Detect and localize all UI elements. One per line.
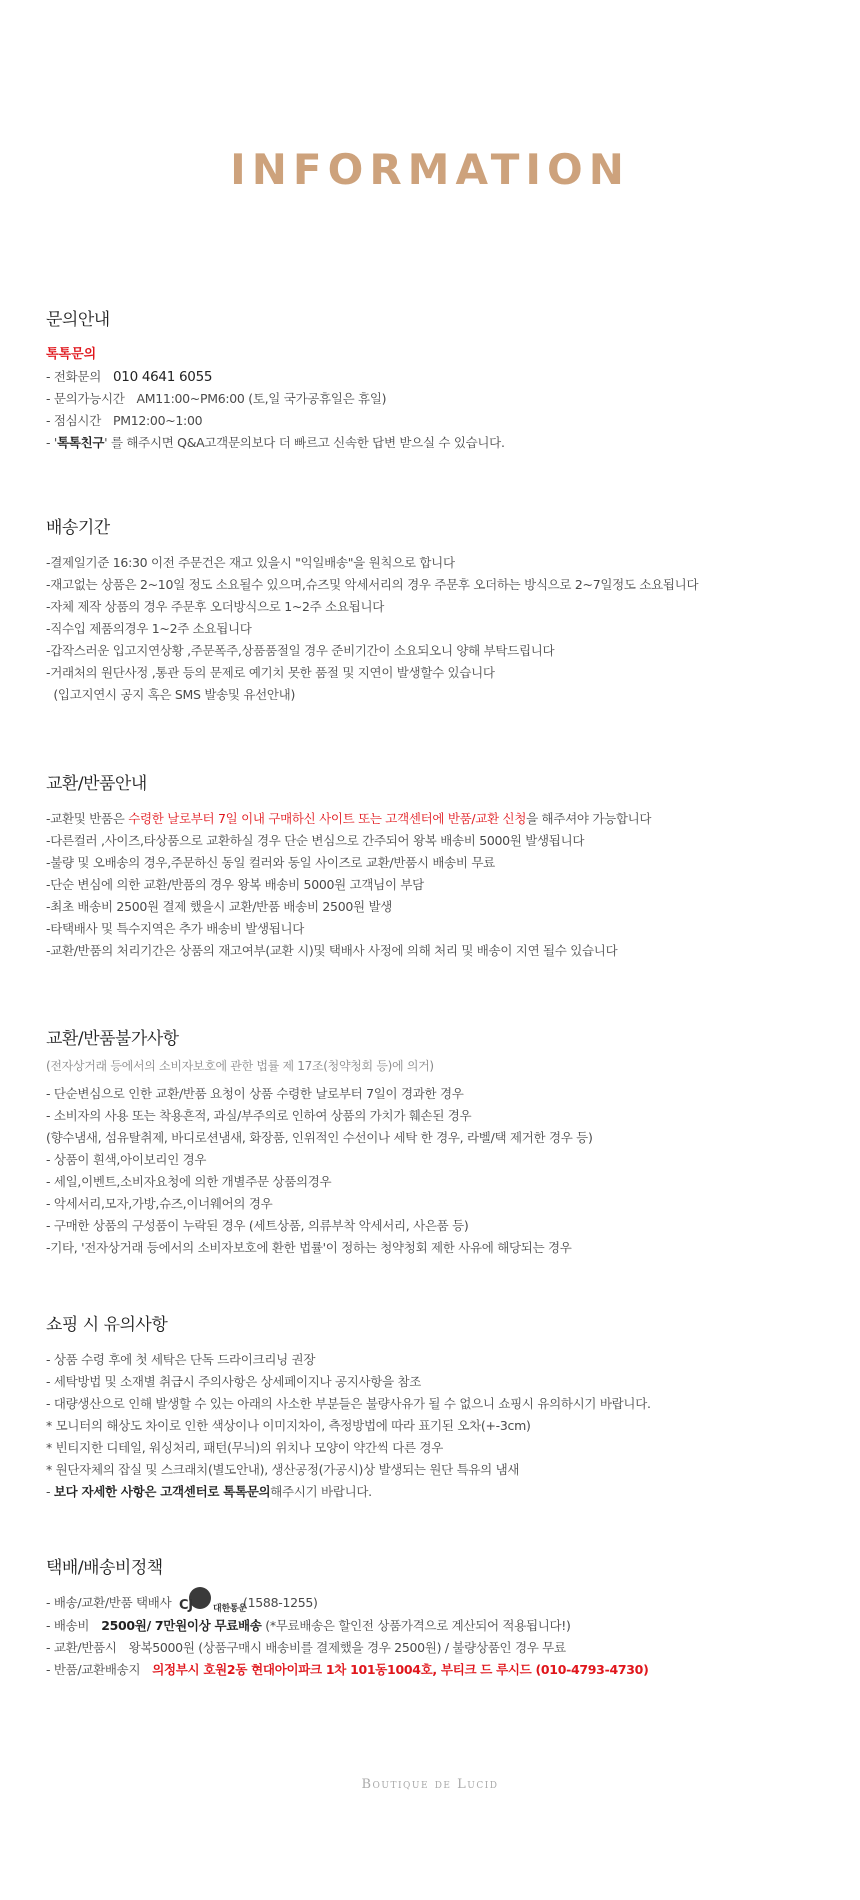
- page-title: INFORMATION: [230, 145, 630, 194]
- list-item: (향수냄새, 섬유탈취제, 바디로션냄새, 화장품, 인위적인 수선이나 세탁 한 경우, 라벨/택 제거한 경우 등): [46, 1130, 593, 1145]
- list-item: - 상품이 흰색,아이보리인 경우: [46, 1152, 207, 1167]
- talk-friend-bold: 톡톡친구: [57, 435, 105, 450]
- phone-label: - 전화문의: [46, 369, 101, 384]
- list-item: - 세일,이벤트,소비자요청에 의한 개별주문 상품의경우: [46, 1174, 332, 1189]
- exchange-fee-label: - 교환/반품시: [46, 1639, 117, 1655]
- exchange-fee-line: [46, 1637, 836, 1659]
- exchange-first-suffix: 을 해주셔야 가능합니다: [526, 811, 652, 826]
- fee-note: (*무료배송은 할인전 상품가격으로 계산되어 적용됩니다!): [265, 1617, 571, 1633]
- return-address-line: [46, 1659, 836, 1681]
- no-return-section: [46, 1024, 836, 1259]
- lunch-line: [46, 410, 836, 432]
- talk-prefix: - ': [46, 435, 58, 450]
- return-address-label: - 반품/교환배송지: [46, 1661, 141, 1677]
- list-item: - 소비자의 사용 또는 착용흔적, 과실/부주의로 인하여 상품의 가치가 훼손된 경우: [46, 1108, 472, 1123]
- phone-line: [46, 366, 836, 388]
- exchange-first-line: [46, 808, 836, 830]
- talk-friend-line: [46, 432, 836, 454]
- shipping-section: [46, 513, 836, 706]
- list-item: -직수입 제품의경우 1~2주 소요됩니다: [46, 621, 252, 636]
- hours-line: [46, 388, 836, 410]
- list-item: -타택배사 및 특수지역은 추가 배송비 발생됩니다: [46, 921, 305, 936]
- caution-last-bold: 보다 자세한 사항은 고객센터로 톡톡문의: [53, 1484, 271, 1499]
- hours-value: AM11:00~PM6:00 (토,일 국가공휴일은 휴일): [136, 391, 387, 406]
- no-return-heading: 교환/반품불가사항: [46, 1029, 179, 1049]
- inquiry-heading: 문의안내: [46, 310, 110, 330]
- list-item: - 대량생산으로 인해 발생할 수 있는 아래의 사소한 부분들은 불량사유가 될 수 없으니 쇼핑시 유의하시기 바랍니다.: [46, 1396, 651, 1411]
- list-item: -교환/반품의 처리기간은 상품의 재고여부(교환 시)및 택배사 사정에 의해 처리 및 배송이 지연 될수 있습니다: [46, 943, 618, 958]
- delivery-heading: 택배/배송비정책: [46, 1558, 163, 1578]
- list-item: -결제일기준 16:30 이전 주문건은 재고 있을시 "익일배송"을 원칙으로 합니다: [46, 555, 455, 570]
- list-item: -거래처의 원단사정 ,통관 등의 문제로 예기치 못한 품절 및 지연이 발생할수 있습니다: [46, 665, 495, 680]
- fee-line: [46, 1615, 836, 1637]
- lunch-label: - 점심시간: [46, 413, 101, 428]
- list-item: * 모니터의 해상도 차이로 인한 색상이나 이미지차이, 측정방법에 따라 표기된 오차(+-3cm): [46, 1418, 531, 1433]
- brand-footer-logo: Boutique de Lucid: [361, 1777, 499, 1792]
- caution-heading: 쇼핑 시 유의사항: [46, 1315, 168, 1335]
- list-item: * 원단자체의 잡실 및 스크래치(별도안내), 생산공정(가공시)상 발생되는 원단 특유의 냄새: [46, 1462, 520, 1477]
- list-item: -불량 및 오배송의 경우,주문하신 동일 컬러와 동일 사이즈로 교환/반품시 배송비 무료: [46, 855, 495, 870]
- list-item: -다른컬러 ,사이즈,타상품으로 교환하실 경우 단순 변심으로 간주되어 왕복 배송비 5000원 발생됩니다: [46, 833, 585, 848]
- exchange-heading: 교환/반품안내: [46, 774, 147, 794]
- delivery-section: [46, 1553, 836, 1681]
- list-item: - 상품 수령 후에 첫 세탁은 단독 드라이크리닝 권장: [46, 1352, 316, 1367]
- talk-suffix: ' 를 해주시면 Q&A고객문의보다 더 빠르고 신속한 답변 받으실 수 있습니다.: [104, 435, 505, 450]
- fee-label: - 배송비: [46, 1617, 90, 1633]
- list-item: -기타, '전자상거래 등에서의 소비자보호에 환한 법률'이 정하는 청약청회 제한 사유에 해당되는 경우: [46, 1240, 572, 1255]
- list-item: -재고없는 상품은 2~10일 정도 소요될수 있으며,슈즈및 악세서리의 경우 주문후 오더하는 방식으로 2~7일정도 소요됩니다: [46, 577, 699, 592]
- list-item: -갑작스러운 입고지연상황 ,주문폭주,상품품절일 경우 준비기간이 소요되오니 양해 부탁드립니다: [46, 643, 555, 658]
- exchange-first-red: 수령한 날로부터 7일 이내 구매하신 사이트 또는 고객센터에 반품/교환 신청: [128, 811, 527, 826]
- talktalk-inquiry-label: 톡톡문의: [46, 347, 97, 362]
- cj-logo: [179, 1593, 247, 1615]
- exchange-first-prefix: -교환및 반품은: [46, 811, 129, 826]
- list-item: -자체 제작 상품의 경우 주문후 오더방식으로 1~2주 소요됩니다: [46, 599, 385, 614]
- list-item: - 세탁방법 및 소재별 취급시 주의사항은 상세페이지나 공지사항을 참조: [46, 1374, 422, 1389]
- list-item: (입고지연시 공지 혹은 SMS 발송및 유선안내): [46, 687, 296, 702]
- list-item: * 빈티지한 디테일, 워싱처리, 패턴(무늬)의 위치나 모양이 약간씩 다른 경우: [46, 1440, 443, 1455]
- list-item: - 악세서리,모자,가방,슈즈,이너웨어의 경우: [46, 1196, 273, 1211]
- caution-last-line: [46, 1481, 836, 1503]
- phone-value: 010 4641 6055: [112, 369, 213, 385]
- courier-label: - 배송/교환/반품 택배사: [46, 1595, 172, 1610]
- no-return-law-note: (전자상거래 등에서의 소비자보호에 관한 법률 제 17조(청약청회 등)에 의거): [46, 1059, 434, 1073]
- courier-line: [46, 1592, 836, 1615]
- list-item: - 단순변심으로 인한 교환/반품 요청이 상품 수령한 날로부터 7일이 경과한 경우: [46, 1086, 464, 1101]
- courier-phone: (1588-1255): [243, 1595, 318, 1610]
- cj-logo-letters: CJ: [179, 1597, 193, 1613]
- return-address-value: 의정부시 호원2동 현대아이파크 1차 101동1004호, 부티크 드 루시드 (010-4793-4730): [152, 1661, 649, 1677]
- caution-section: [46, 1310, 836, 1503]
- list-item: -최초 배송비 2500원 결제 했을시 교환/반품 배송비 2500원 발생: [46, 899, 393, 914]
- exchange-fee-value: 왕복5000원 (상품구매시 배송비를 결제했을 경우 2500원) / 불량상품인 경우 무료: [128, 1639, 566, 1655]
- caution-last-prefix: -: [46, 1484, 54, 1499]
- fee-bold: 2500원/ 7만원이상 무료배송: [101, 1617, 262, 1633]
- caution-last-suffix: 해주시기 바랍니다.: [270, 1484, 372, 1499]
- hours-label: - 문의가능시간: [46, 391, 125, 406]
- inquiry-section: [46, 305, 836, 454]
- list-item: - 구매한 상품의 구성품이 누락된 경우 (세트상품, 의류부착 악세서리, 사은품 등): [46, 1218, 469, 1233]
- lunch-value: PM12:00~1:00: [112, 413, 203, 428]
- exchange-section: [46, 769, 836, 962]
- shipping-heading: 배송기간: [46, 518, 110, 538]
- cj-logo-text: 대한통운: [213, 1603, 247, 1614]
- list-item: -단순 변심에 의한 교환/반품의 경우 왕복 배송비 5000원 고객님이 부담: [46, 877, 424, 892]
